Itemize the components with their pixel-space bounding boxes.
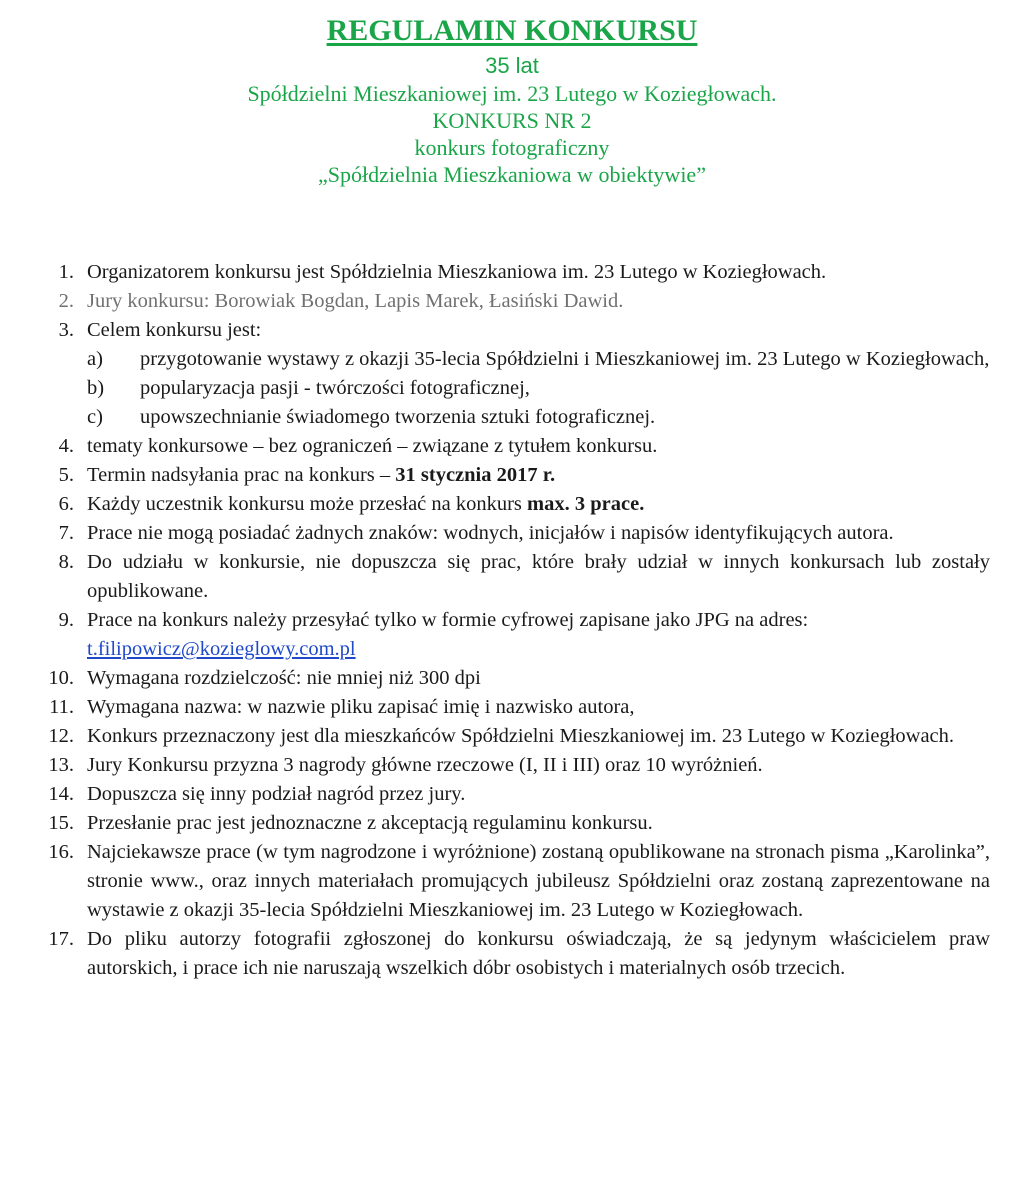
rule-number: 14.	[48, 783, 74, 805]
rule-item	[40, 664, 990, 693]
rule-item	[40, 838, 990, 925]
rule-number: 3.	[58, 319, 74, 341]
rule-item	[40, 809, 990, 838]
rule-number: 8.	[58, 551, 74, 573]
goal-item	[87, 374, 990, 403]
rule-item	[40, 606, 990, 664]
goal-item	[87, 403, 990, 432]
contest-number-line: KONKURS NR 2	[432, 108, 592, 133]
rule-number: 4.	[58, 435, 74, 457]
rule-item	[40, 722, 990, 751]
rule-text: Prace na konkurs należy przesyłać tylko w formie cyfrowej zapisane jako JPG na adres:	[87, 609, 809, 631]
rule-item	[40, 287, 990, 316]
submission-email-link[interactable]: t.filipowicz@kozieglowy.com.pl	[87, 638, 356, 660]
rule-text: Każdy uczestnik konkursu może przesłać na konkurs	[87, 493, 528, 515]
rule-item	[40, 432, 990, 461]
goal-text: popularyzacja pasji - twórczości fotograficznej,	[140, 377, 530, 399]
goal-text: upowszechnianie świadomego tworzenia sztuki fotograficznej.	[140, 406, 656, 428]
rule-item	[40, 519, 990, 548]
rule-number: 10.	[48, 667, 74, 689]
contest-theme-line: „Spółdzielnia Mieszkaniowa w obiektywie”	[318, 162, 706, 187]
goal-letter: b)	[87, 377, 105, 399]
anniversary-line: 35 lat	[485, 53, 539, 78]
contest-type-line: konkurs fotograficzny	[414, 135, 610, 160]
rule-number: 1.	[58, 261, 74, 283]
rule-text: Przesłanie prac jest jednoznaczne z akceptacją regulaminu konkursu.	[87, 812, 653, 834]
rule-item	[40, 751, 990, 780]
rule-text: Wymagana nazwa: w nazwie pliku zapisać imię i nazwisko autora,	[87, 696, 635, 718]
rule-item	[40, 780, 990, 809]
deadline-date: 31 stycznia 2017 r.	[395, 464, 556, 486]
rule-number: 5.	[58, 464, 74, 486]
max-entries: max. 3 prace.	[527, 493, 645, 515]
rule-number: 9.	[58, 609, 74, 631]
rule-item	[40, 490, 990, 519]
goal-item	[87, 345, 990, 374]
rule-text: Jury konkursu: Borowiak Bogdan, Lapis Marek, Łasiński Dawid.	[87, 290, 624, 312]
rule-number: 2.	[58, 290, 74, 312]
rule-text: Termin nadsyłania prac na konkurs –	[87, 464, 396, 486]
rule-item	[40, 548, 990, 606]
goal-letter: a)	[87, 348, 103, 370]
rule-text: Prace nie mogą posiadać żadnych znaków: wodnych, inicjałów i napisów identyfikujących autora.	[87, 522, 894, 544]
document-header	[0, 10, 1024, 188]
rule-text: Konkurs przeznaczony jest dla mieszkańców Spółdzielni Mieszkaniowej im. 23 Lutego w Koziegłowach.	[87, 725, 955, 747]
rule-text: Celem konkursu jest:	[87, 319, 262, 341]
rule-item	[40, 461, 990, 490]
goal-letter: c)	[87, 406, 103, 428]
rule-number: 7.	[58, 522, 74, 544]
rule-number: 13.	[48, 754, 74, 776]
rule-item	[40, 258, 990, 287]
rules-list	[40, 258, 990, 983]
rule-text: Jury Konkursu przyzna 3 nagrody główne rzeczowe (I, II i III) oraz 10 wyróżnień.	[87, 754, 763, 776]
rule-number: 16.	[48, 841, 74, 863]
document-title: REGULAMIN KONKURSU	[326, 14, 698, 47]
rule-text: Organizatorem konkursu jest Spółdzielnia Mieszkaniowa im. 23 Lutego w Koziegłowach.	[87, 261, 827, 283]
goal-text: przygotowanie wystawy z okazji 35-lecia Spółdzielni i Mieszkaniowej im. 23 Lutego w Koziegłowach,	[140, 348, 990, 370]
cooperative-name-line: Spółdzielni Mieszkaniowej im. 23 Lutego w Koziegłowach.	[247, 81, 777, 106]
rule-text: Do pliku autorzy fotografii zgłoszonej do konkursu oświadczają, że są jedynym właścicielem praw autorskich, i prace ich nie naruszają wszelkich dóbr osobistych i materialnych osób trzecich.	[87, 928, 990, 979]
rule-number: 6.	[58, 493, 74, 515]
rule-number: 15.	[48, 812, 74, 834]
rule-text: Wymagana rozdzielczość: nie mniej niż 300 dpi	[87, 667, 481, 689]
rule-text: tematy konkursowe – bez ograniczeń – związane z tytułem konkursu.	[87, 435, 658, 457]
rule-number: 12.	[48, 725, 74, 747]
rule-text: Do udziału w konkursie, nie dopuszcza się prac, które brały udział w innych konkursach lub zostały opublikowane.	[87, 551, 990, 602]
rule-number: 11.	[49, 696, 74, 718]
rule-number: 17.	[48, 928, 74, 950]
rule-text: Dopuszcza się inny podział nagród przez jury.	[87, 783, 466, 805]
rule-item	[40, 925, 990, 983]
rule-item	[40, 316, 990, 345]
rule-item	[40, 693, 990, 722]
rule-text: Najciekawsze prace (w tym nagrodzone i wyróżnione) zostaną opublikowane na stronach pisma „Karolinka”, stronie www., oraz innych materiałach promujących jubileusz Spółdzielni oraz zostaną zaprezentowane na wystawie z okazji 35-lecia Spółdzielni Mieszkaniowej im. 23 Lutego w Koziegłowach.	[87, 841, 990, 921]
